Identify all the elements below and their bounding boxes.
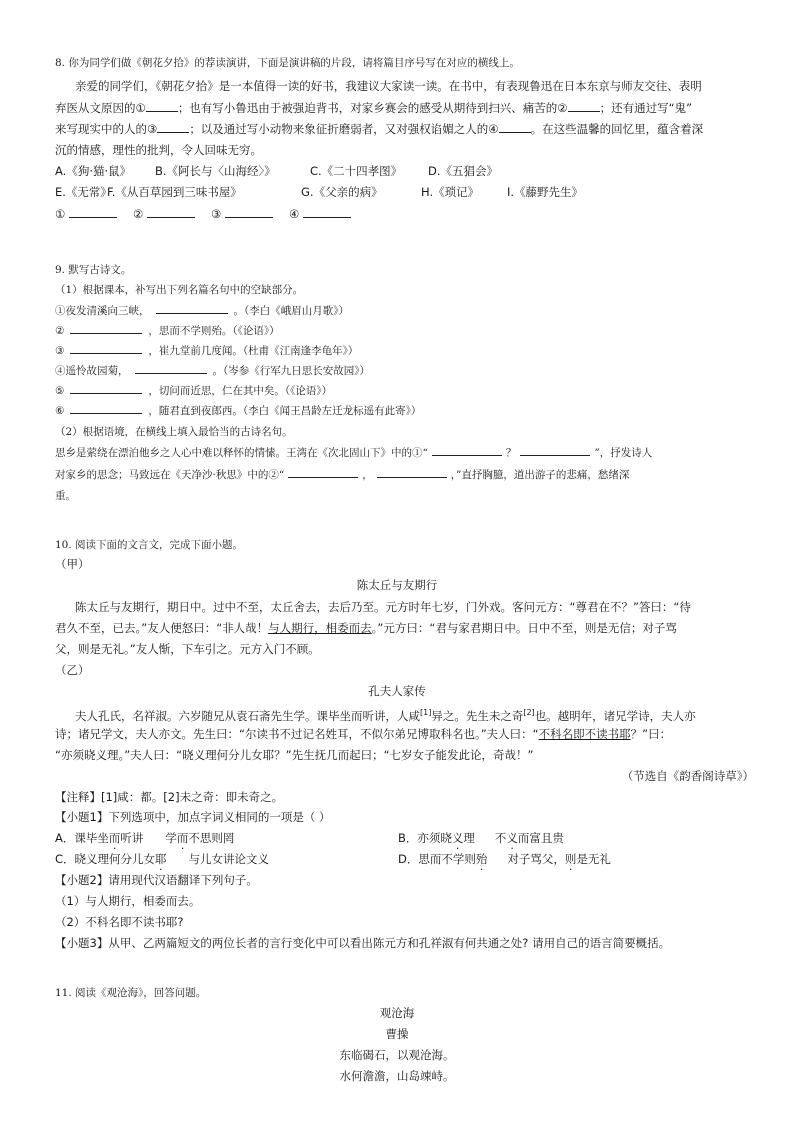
q9-blank-1[interactable] xyxy=(156,301,228,314)
q9-part-1: （1）根据课本，补写出下列名篇名句中的空缺部分。 xyxy=(55,284,304,296)
q9-item-6: ⑥ ，随君直到夜郎西。（李白《闻王昌龄左迁龙标遥有此寄》） xyxy=(55,401,754,420)
q10-option-b: B．亦须晓义理 不义而富且贵 xyxy=(398,831,564,845)
q10-title-jia: 陈太丘与友期行 xyxy=(356,578,438,592)
q10-yi-line-2: 诗；诸兄学文，夫人亦文。先生曰：“尔读书不过记名姓耳，不似尔弟兄博取科名也。”夫人曰：“不科名即不读书耶？”曰： xyxy=(55,727,672,741)
q9-item-3: ③ ，崔九堂前几度闻。（杜甫《江南逢李龟年》） xyxy=(55,341,754,360)
poem-verse-1: 东临碣石，以观沧海。 xyxy=(339,1048,455,1062)
q8-option-b: B.《阿长与〈山海经〉》 xyxy=(155,164,276,178)
q8-stem: 8. 你为同学们做《朝花夕拾》的荐读演讲，下面是演讲稿的片段，请将篇目序号写在对应的横线上。 xyxy=(55,57,520,69)
q8-blank-4 xyxy=(499,120,531,133)
q9-item-4: ④遥怜故园菊， 。（岑参《行军九日思长安故园》） xyxy=(55,361,754,380)
q8-blank-1 xyxy=(146,99,178,112)
q9-context-blank-4[interactable] xyxy=(377,465,447,478)
q8-text-line-1: 亲爱的同学们，《朝花夕拾》是一本值得一读的好书，我建议大家读一读。在书中，有表现鲁迅在日本东京与师友交往、表明 xyxy=(75,79,702,93)
q10-underlined-sentence-1: 与人期行，相委而去 xyxy=(268,621,372,635)
q8-answer-blank-4[interactable] xyxy=(303,205,351,218)
q9-context-line-3: 重。 xyxy=(55,490,76,502)
q9-blank-6[interactable] xyxy=(70,401,142,414)
q10-section-jia: （甲） xyxy=(55,557,90,571)
q10-yi-line-1: 夫人孔氏，名祥淑。六岁随兄从袁石斋先生学。课毕坐而听讲，人咸[1]异之。先生未之奇[2]也。越明年，诸兄学诗，夫人亦 xyxy=(75,708,696,723)
q8-blank-3 xyxy=(157,120,189,133)
q9-context-blank-3[interactable] xyxy=(288,465,358,478)
q9-blank-3[interactable] xyxy=(70,341,142,354)
q9-context-blank-2[interactable] xyxy=(520,443,590,456)
q9-stem: 9. 默写古诗文。 xyxy=(55,264,132,276)
q9-blank-4[interactable] xyxy=(135,361,207,374)
q8-answer-row: ① ② ③ ④ xyxy=(55,205,754,223)
q10-title-yi: 孔夫人家传 xyxy=(368,684,426,698)
q8-options-row-1 xyxy=(55,162,754,180)
q8-option-g: G.《父亲的病》 xyxy=(301,185,383,199)
q8-option-h: H.《琐记》 xyxy=(421,185,480,199)
footnote-ref-1: [1] xyxy=(420,708,432,717)
q11-stem: 11. 阅读《观沧海》，回答问题。 xyxy=(55,987,207,999)
q9-item-2: ② ，思而不学则殆。（《论语》） xyxy=(55,321,754,340)
q10-sub-2-item-2: （2）不科名即不读书耶? xyxy=(55,915,184,929)
q9-context-line-2: 对家乡的思念；马致远在《天净沙·秋思》中的②“ ， ，”直抒胸臆，道出游子的悲痛，愁绪深 xyxy=(55,465,754,484)
q8-text-line-4: 沉的情感，理性的批判，令人回味无穷。 xyxy=(55,143,262,157)
q8-option-a: A.《狗·猫·鼠》 xyxy=(55,164,132,178)
q8-option-i: I.《藤野先生》 xyxy=(507,185,584,199)
q10-option-d: D．思而不学则殆 对子骂父，则是无礼 xyxy=(398,852,611,866)
q10-sub-1-stem: 【小题1】下列选项中，加点字词义相同的一项是（ ） xyxy=(55,810,331,824)
q9-blank-5[interactable] xyxy=(70,381,142,394)
q10-notes: 【注释】[1]咸：都。[2]未之奇：即未奇之。 xyxy=(55,790,284,804)
q8-option-d: D.《五猖会》 xyxy=(428,164,499,178)
q10-sub-2-item-1: （1）与人期行，相委而去。 xyxy=(55,894,201,908)
q9-item-5: ⑤ ，切问而近思，仁在其中矣。（《论语》） xyxy=(55,381,754,400)
q9-context-line-1: 思乡是萦绕在漂泊他乡之人心中难以释怀的情愫。王湾在《次北固山下》中的①“ ？ ”，抒发诗人 xyxy=(55,443,754,462)
q10-jia-line-1: 陈太丘与友期行，期日中。过中不至，太丘舍去，去后乃至。元方时年七岁，门外戏。客问元方：“尊君在不？”答曰：“待 xyxy=(75,600,691,614)
q10-yi-line-3: “亦须晓义理。”夫人曰：“晓义理何分儿女耶？”先生抚几而起曰；“七岁女子能发此论，奇哉！” xyxy=(55,748,534,762)
q8-option-e: E.《无常》 xyxy=(55,185,112,199)
q9-part-2: （2）根据语境，在横线上填入最恰当的古诗名句。 xyxy=(55,426,293,438)
q9-item-1: ①夜发清溪向三峡， 。（李白《峨眉山月歌》） xyxy=(55,301,754,320)
q8-option-c: C.《二十四孝图》 xyxy=(310,164,403,178)
q10-jia-line-2: 君久不至，已去。”友人便怒曰：“非人哉！与人期行，相委而去。”元方曰：“君与家君期日中。日中不至，则是无信；对子骂 xyxy=(55,621,677,635)
q10-sub-3-stem: 【小题3】从甲、乙两篇短文的两位长者的言行变化中可以看出陈元方和孔祥淑有何共通之处? 请用自己的语言简要概括。 xyxy=(55,936,671,950)
q8-answer-blank-3[interactable] xyxy=(225,205,273,218)
footnote-ref-2: [2] xyxy=(523,708,535,717)
q8-options-row-2 xyxy=(55,183,754,201)
q10-option-a: A．课毕坐而听讲 学而不思则罔 xyxy=(55,831,235,845)
q10-source: （节选自《韵香阁诗草》） xyxy=(621,769,754,783)
q9-blank-2[interactable] xyxy=(70,321,142,334)
poem-author: 曹操 xyxy=(385,1027,409,1041)
q8-blank-2 xyxy=(568,99,600,112)
q10-jia-line-3: 父，则是无礼。”友人惭，下车引之。元方入门不顾。 xyxy=(55,642,320,656)
q9-context-blank-1[interactable] xyxy=(432,443,502,456)
q8-option-f: F.《从百草园到三味书屋》 xyxy=(107,185,242,199)
q10-section-yi: （乙） xyxy=(55,663,90,677)
poem-verse-2: 水何澹澹，山岛竦峙。 xyxy=(339,1069,455,1083)
q10-option-c: C．晓义理何分儿女耶 与儿女讲论文义 xyxy=(55,852,270,866)
q8-answer-blank-2[interactable] xyxy=(147,205,195,218)
q8-answer-blank-1[interactable] xyxy=(69,205,117,218)
q10-sub-2-stem: 【小题2】请用现代汉语翻译下列句子。 xyxy=(55,873,258,887)
poem-title: 观沧海 xyxy=(379,1006,415,1020)
q8-text-line-3: 来写现实中的人的③ ；以及通过写小动物来象征折磨弱者，又对强权谄媚之人的④ 。在这些温馨的回忆里，蕴含着深 xyxy=(55,122,704,136)
q10-underlined-sentence-2: 不科名即不读书耶 xyxy=(538,727,631,741)
q8-text-line-2: 弃医从文原因的① ；也有写小鲁迅由于被强迫背书，对家乡赛会的感受从期待到扫兴、痛苦的② ；还有通过写“鬼” xyxy=(55,101,693,115)
q10-stem: 10. 阅读下面的文言文，完成下面小题。 xyxy=(55,539,244,551)
